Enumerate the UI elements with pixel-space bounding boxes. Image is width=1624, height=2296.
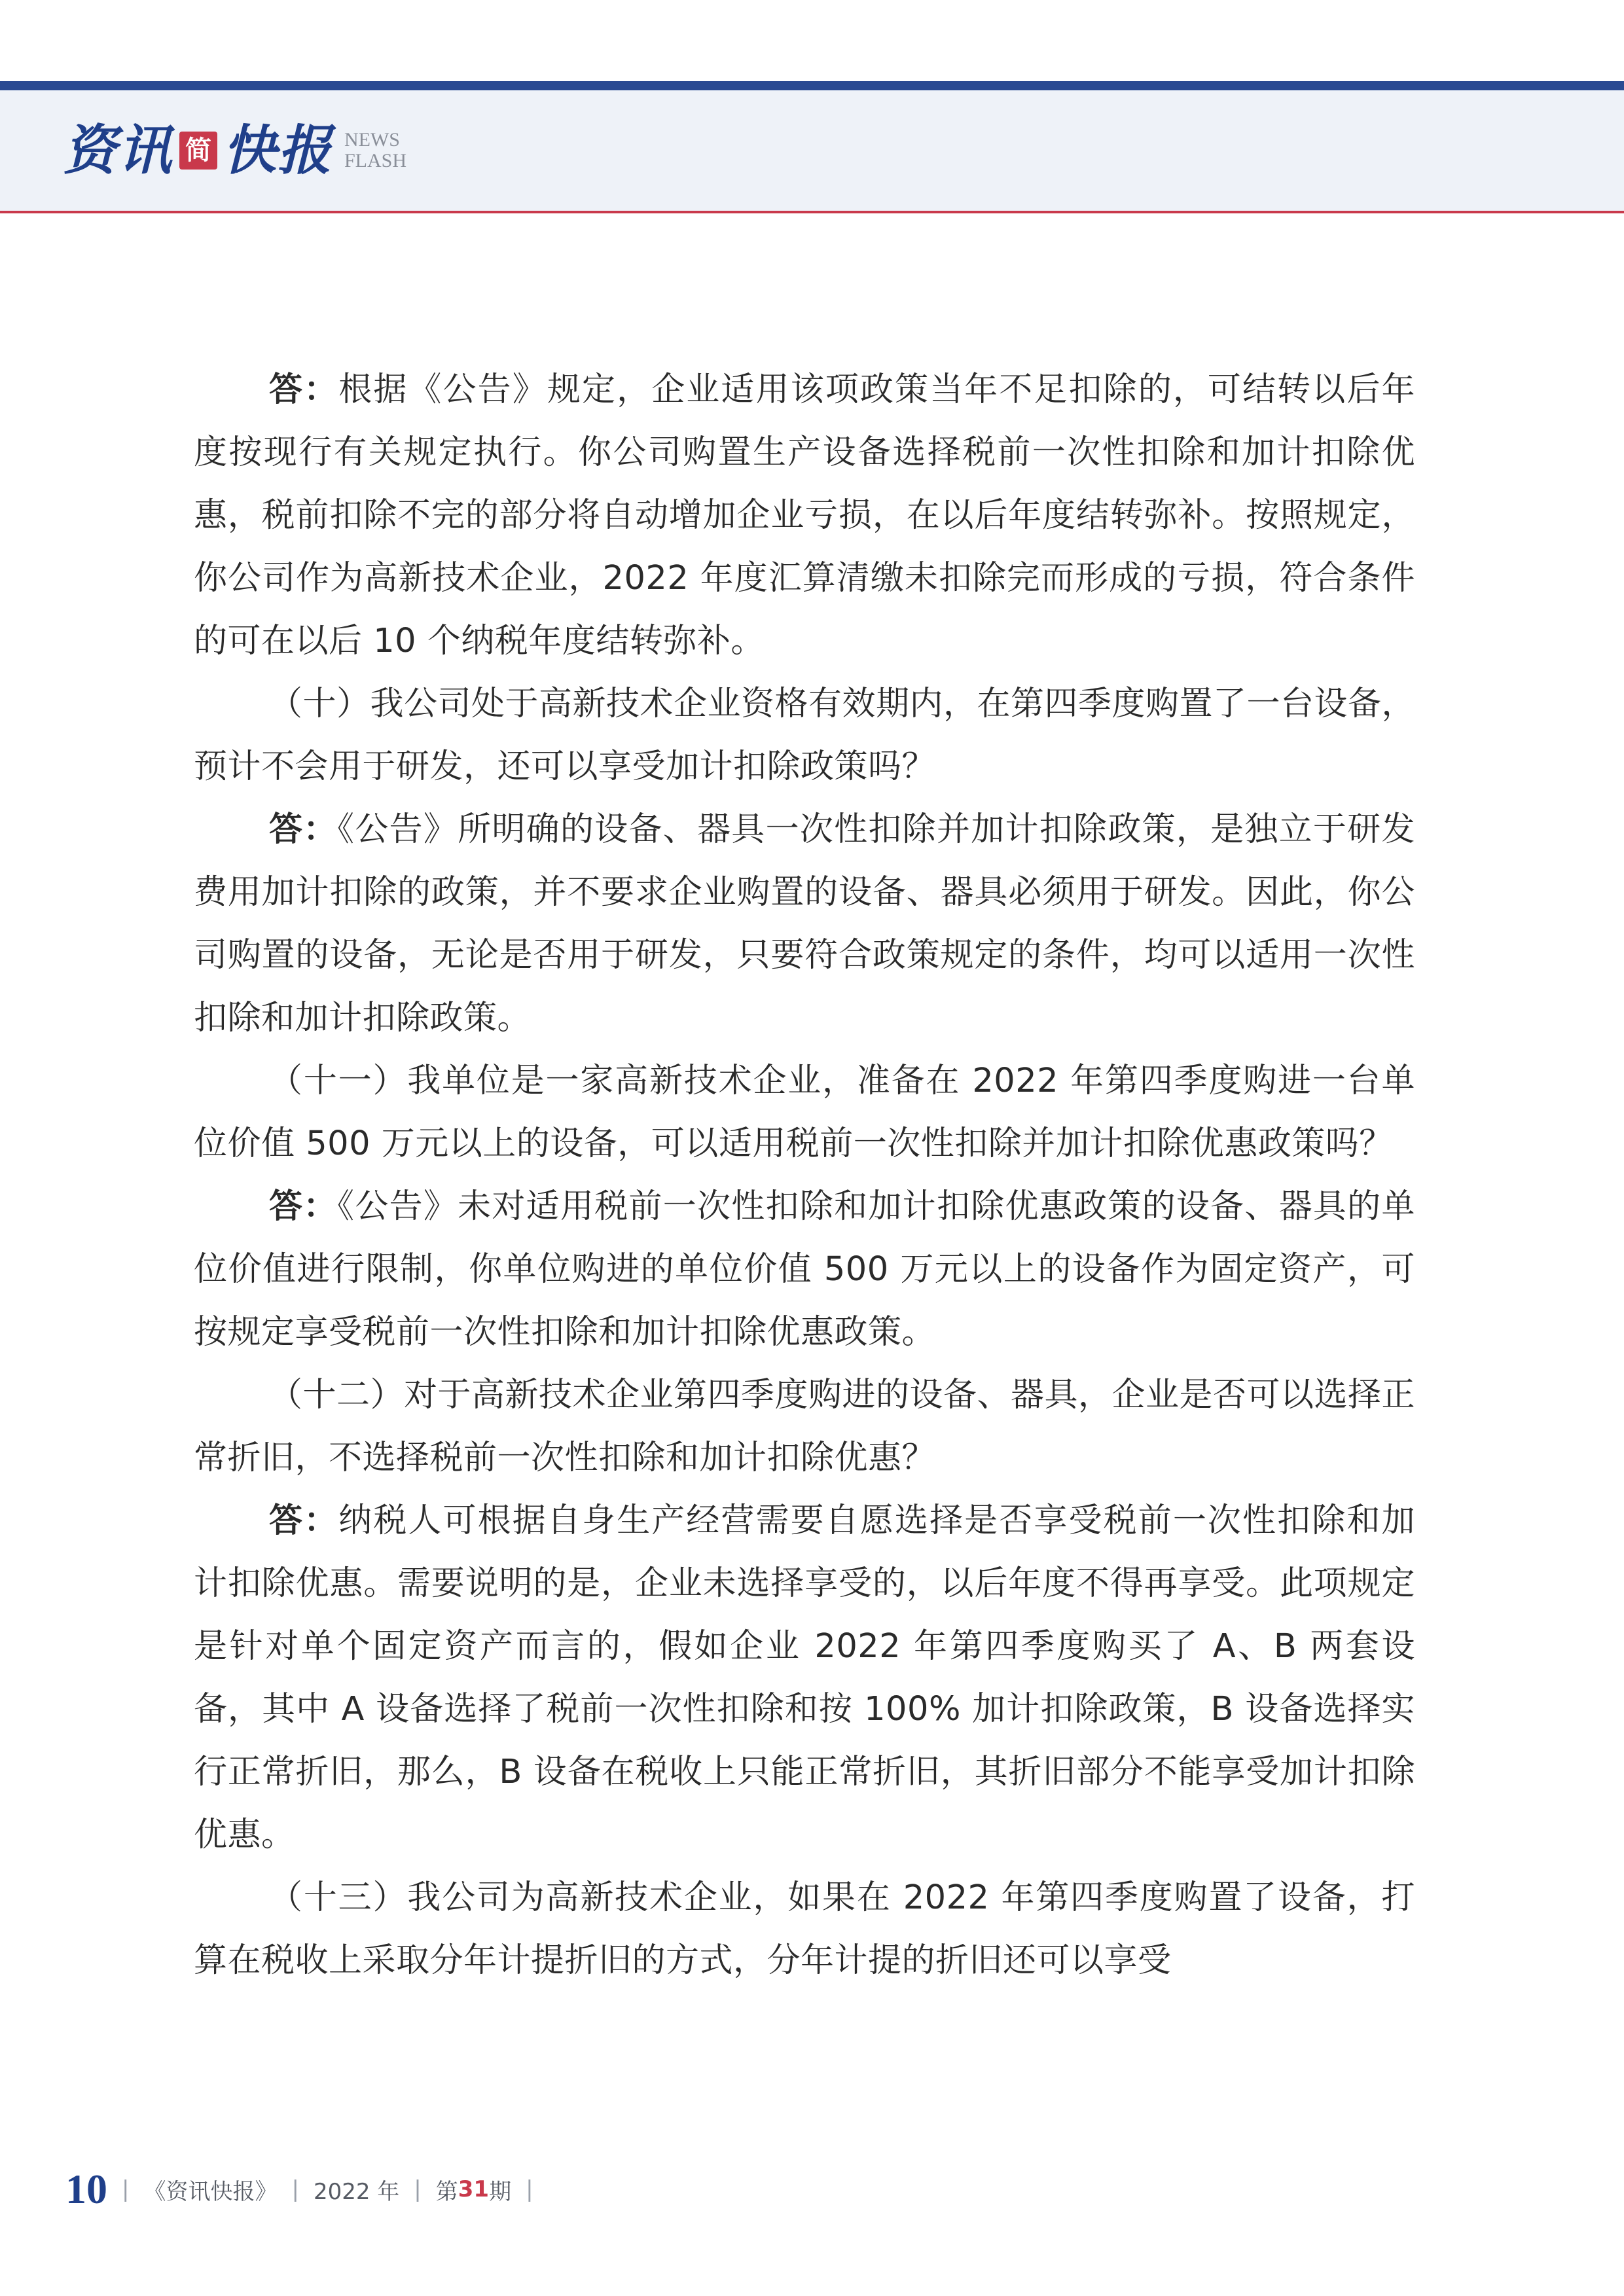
paragraph-text: 纳税人可根据自身生产经营需要自愿选择是否享受税前一次性扣除和加计扣除优惠。需要说明的是，企业未选择享受的，以后年度不得再享受。此项规定是针对单个固定资产而言的，假如企业 2022 年第四季度购买了 A、B 两套设备，其中 A 设备选择了税前一次性扣除和按 100% 加计扣除政策，B 设备选择实行正常折旧，那么，B 设备在税收上只能正常折旧，其折旧部分不能享受加计扣除优惠。 [194, 1501, 1415, 1854]
answer-label: 答： [269, 810, 338, 849]
paragraph-text: 根据《公告》规定，企业适用该项政策当年不足扣除的，可结转以后年度按现行有关规定执行。你公司购置生产设备选择税前一次性扣除和加计扣除优惠，税前扣除不完的部分将自动增加企业亏损，在以后年度结转弥补。按照规定，你公司作为高新技术企业，2022 年度汇算清缴未扣除完而形成的亏损，符合条件的可在以后 10 个纳税年度结转弥补。 [194, 370, 1415, 660]
answer-paragraph [194, 1175, 1415, 1364]
logo-english-line1: NEWS [344, 129, 400, 151]
paragraph-text: 《公告》所明确的设备、器具一次性扣除并加计扣除政策，是独立于研发费用加计扣除的政策，并不要求企业购置的设备、器具必须用于研发。因此，你公司购置的设备，无论是否用于研发，只要符合政策规定的条件，均可以适用一次性扣除和加计扣除政策。 [194, 810, 1415, 1037]
question-paragraph [194, 1867, 1415, 1992]
paragraph-text: （十）我公司处于高新技术企业资格有效期内，在第四季度购置了一台设备，预计不会用于研发，还可以享受加计扣除政策吗？ [194, 685, 1416, 786]
logo-text-left: 资讯 [63, 119, 173, 182]
footer-separator: | [291, 2176, 299, 2202]
issue-number: 31 [458, 2176, 490, 2202]
paragraph-text: （十二）对于高新技术企业第四季度购进的设备、器具，企业是否可以选择正常折旧，不选择税前一次性扣除和加计扣除优惠？ [194, 1376, 1416, 1477]
answer-paragraph [194, 798, 1415, 1050]
answer-label: 答： [269, 370, 339, 409]
masthead-rule [0, 211, 1624, 213]
publication-year: 2022 年 [313, 2178, 400, 2205]
issue-prefix: 第 [435, 2178, 458, 2205]
logo-english-line2: FLASH [344, 150, 407, 171]
question-paragraph [194, 673, 1415, 798]
issue-suffix: 期 [489, 2178, 512, 2205]
footer-separator: | [526, 2176, 533, 2202]
answer-label: 答： [269, 1187, 338, 1226]
paragraph-text: 《公告》未对适用税前一次性扣除和加计扣除优惠政策的设备、器具的单位价值进行限制，你单位购进的单位价值 500 万元以上的设备作为固定资产，可按规定享受税前一次性扣除和加计扣除优惠政策。 [194, 1187, 1415, 1352]
paragraph-text: （十三）我公司为高新技术企业，如果在 2022 年第四季度购置了设备，打算在税收上采取分年计提折旧的方式，分年计提的折旧还可以享受 [194, 1878, 1415, 1980]
answer-paragraph [194, 359, 1415, 673]
logo-seal-icon: 简 [179, 132, 217, 170]
page-number: 10 [65, 2166, 107, 2212]
footer-separator: | [414, 2176, 422, 2202]
article-body [194, 359, 1415, 1992]
answer-label: 答： [269, 1501, 339, 1540]
header-top-bar [0, 81, 1624, 90]
logo-text-right: 快报 [223, 119, 333, 182]
masthead-logo [63, 111, 406, 190]
logo-english [344, 130, 406, 171]
answer-paragraph [194, 1490, 1415, 1867]
question-paragraph [194, 1050, 1415, 1175]
footer-separator: | [122, 2176, 130, 2202]
page-footer [65, 2160, 548, 2219]
paragraph-text: （十一）我单位是一家高新技术企业，准备在 2022 年第四季度购进一台单位价值 500 万元以上的设备，可以适用税前一次性扣除并加计扣除优惠政策吗？ [194, 1062, 1415, 1163]
publication-name: 《资讯快报》 [143, 2178, 278, 2205]
question-paragraph [194, 1364, 1415, 1490]
